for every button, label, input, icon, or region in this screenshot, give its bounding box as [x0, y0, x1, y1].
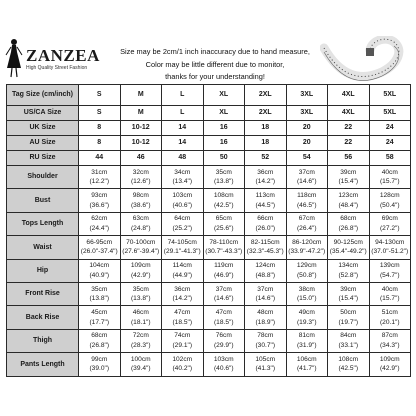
measure-cell — [162, 353, 204, 376]
measure-cell — [79, 329, 121, 352]
measure-cell — [286, 282, 328, 305]
brand-name: ZANZEA — [26, 46, 100, 65]
cm-value: 108cm — [213, 192, 234, 200]
cm-value: 94-130cm — [375, 238, 405, 246]
cm-value: 82-115cm — [250, 238, 280, 246]
inch-value: (42.9") — [379, 365, 400, 373]
measure-cell — [286, 353, 328, 376]
measure-cell — [203, 189, 245, 212]
cm-value: 99cm — [91, 355, 108, 363]
inch-value: (40.6") — [172, 201, 193, 209]
cm-value: 65cm — [215, 215, 232, 223]
dress-figure-icon — [4, 38, 24, 78]
cm-value: 123cm — [338, 192, 359, 200]
inch-value: (29.9") — [213, 341, 234, 349]
measure-cell — [203, 282, 245, 305]
measure-cell — [369, 353, 411, 376]
size-value-cell: 46 — [120, 151, 162, 166]
inch-value: (26.0"-37.4") — [80, 248, 118, 256]
measure-cell — [369, 282, 411, 305]
cm-value: 37cm — [257, 285, 274, 293]
measure-cell — [79, 353, 121, 376]
table-row — [7, 212, 411, 235]
measure-cell — [286, 236, 328, 259]
inch-value: (20.1") — [379, 318, 400, 326]
measure-cell — [79, 236, 121, 259]
measure-cell — [120, 282, 162, 305]
row-label: Back Rise — [7, 306, 79, 329]
cm-value: 48cm — [257, 309, 274, 317]
cm-value: 76cm — [215, 332, 232, 340]
inch-value: (54.7") — [379, 271, 400, 279]
measure-cell — [245, 189, 287, 212]
inch-value: (26.8") — [338, 224, 359, 232]
cm-value: 37cm — [298, 168, 315, 176]
cm-value: 50cm — [340, 309, 357, 317]
cm-value: 51cm — [381, 309, 398, 317]
measure-cell — [369, 166, 411, 189]
cm-value: 93cm — [91, 192, 108, 200]
inch-value: (14.2") — [255, 178, 276, 186]
cm-value: 109cm — [130, 262, 151, 270]
inch-value: (27.6"-39.4") — [122, 248, 160, 256]
size-value-cell: 44 — [79, 151, 121, 166]
inch-value: (26.4") — [296, 224, 317, 232]
inch-value: (26.8") — [89, 341, 110, 349]
size-value-cell: M — [120, 106, 162, 121]
cm-value: 39cm — [340, 168, 357, 176]
measure-cell — [245, 259, 287, 282]
measure-cell — [286, 189, 328, 212]
measure-cell — [245, 353, 287, 376]
table-row — [7, 306, 411, 329]
inch-value: (41.7") — [296, 365, 317, 373]
measure-cell — [120, 259, 162, 282]
cm-value: 36cm — [257, 168, 274, 176]
cm-value: 114cm — [172, 262, 192, 270]
measure-cell — [79, 282, 121, 305]
size-value-cell: 16 — [203, 121, 245, 136]
measuring-tape-icon — [320, 36, 410, 86]
measure-cell — [162, 282, 204, 305]
row-label: Tag Size (cm/inch) — [7, 85, 79, 106]
inch-value: (42.9") — [130, 271, 151, 279]
inch-value: (18.9") — [255, 318, 276, 326]
inch-value: (39.4") — [130, 365, 151, 373]
row-label: Front Rise — [7, 282, 79, 305]
measure-cell — [203, 166, 245, 189]
cm-value: 63cm — [132, 215, 149, 223]
row-label: Hip — [7, 259, 79, 282]
cm-value: 118cm — [297, 192, 317, 200]
cm-value: 68cm — [91, 332, 108, 340]
measure-cell — [245, 166, 287, 189]
measure-cell — [328, 212, 370, 235]
inch-value: (40.9") — [89, 271, 110, 279]
table-row — [7, 106, 411, 121]
inch-value: (40.6") — [213, 365, 234, 373]
measure-cell — [79, 166, 121, 189]
inch-value: (18.5") — [213, 318, 234, 326]
size-value-cell: 58 — [369, 151, 411, 166]
measure-cell — [245, 329, 287, 352]
cm-value: 100cm — [130, 355, 151, 363]
size-table-body — [7, 85, 411, 377]
measure-cell — [162, 236, 204, 259]
inch-value: (15.0") — [296, 295, 317, 303]
inch-value: (14.2") — [172, 295, 193, 303]
measure-cell — [203, 353, 245, 376]
cm-value: 66-95cm — [86, 238, 113, 246]
size-header-row — [7, 85, 411, 106]
cm-value: 47cm — [215, 309, 232, 317]
cm-value: 69cm — [381, 215, 398, 223]
table-row — [7, 329, 411, 352]
cm-value: 46cm — [132, 309, 149, 317]
inch-value: (36.6") — [89, 201, 110, 209]
inch-value: (40.2") — [172, 365, 193, 373]
notice-line: thanks for your understanding! — [165, 72, 265, 82]
inch-value: (15.4") — [338, 178, 359, 186]
size-value-cell: XL — [203, 106, 245, 121]
size-value-cell: 8 — [79, 121, 121, 136]
table-row — [7, 151, 411, 166]
measure-cell — [162, 166, 204, 189]
size-value-cell: 50 — [203, 151, 245, 166]
measure-cell — [120, 329, 162, 352]
header — [0, 0, 416, 82]
measure-cell — [328, 329, 370, 352]
table-row — [7, 189, 411, 212]
cm-value: 74cm — [174, 332, 191, 340]
measure-cell — [369, 189, 411, 212]
measure-cell — [120, 212, 162, 235]
cm-value: 35cm — [215, 168, 232, 176]
row-label: Tops Length — [7, 212, 79, 235]
size-value-cell: S — [79, 106, 121, 121]
notice-line: Color may be little different due to monitor, — [145, 59, 285, 69]
size-table — [6, 84, 411, 377]
cm-value: 32cm — [132, 168, 149, 176]
table-row — [7, 166, 411, 189]
measure-cell — [245, 236, 287, 259]
measure-cell — [286, 329, 328, 352]
measure-cell — [286, 306, 328, 329]
measure-cell — [328, 306, 370, 329]
inch-value: (38.6") — [130, 201, 151, 209]
size-value-cell: 54 — [286, 151, 328, 166]
inch-value: (29.1"-41.3") — [163, 248, 201, 256]
row-label: AU Size — [7, 136, 79, 151]
cm-value: 102cm — [172, 355, 193, 363]
inch-value: (48.8") — [255, 271, 276, 279]
row-label: Shoulder — [7, 166, 79, 189]
cm-value: 35cm — [132, 285, 149, 293]
measure-cell — [162, 212, 204, 235]
cm-value: 129cm — [296, 262, 317, 270]
cm-value: 139cm — [379, 262, 400, 270]
inch-value: (29.1") — [172, 341, 193, 349]
cm-value: 38cm — [298, 285, 315, 293]
size-value-cell: 18 — [245, 136, 287, 151]
cm-value: 74-105cm — [167, 238, 197, 246]
measure-cell — [286, 166, 328, 189]
cm-value: 84cm — [340, 332, 357, 340]
measure-cell — [369, 306, 411, 329]
inch-value: (13.8") — [130, 295, 151, 303]
size-value-cell: 24 — [369, 136, 411, 151]
measure-cell — [120, 166, 162, 189]
measure-cell — [369, 236, 411, 259]
measure-cell — [162, 329, 204, 352]
cm-value: 37cm — [215, 285, 232, 293]
size-value-cell: 5XL — [369, 106, 411, 121]
table-row — [7, 136, 411, 151]
inch-value: (13.8") — [89, 295, 110, 303]
cm-value: 47cm — [174, 309, 191, 317]
measure-cell — [328, 189, 370, 212]
size-value-cell: 20 — [286, 136, 328, 151]
cm-value: 113cm — [255, 192, 275, 200]
inch-value: (25.6") — [213, 224, 234, 232]
inch-value: (24.4") — [89, 224, 110, 232]
cm-value: 39cm — [340, 285, 357, 293]
row-label: Thigh — [7, 329, 79, 352]
measure-cell — [369, 329, 411, 352]
table-row — [7, 121, 411, 136]
cm-value: 124cm — [255, 262, 276, 270]
size-value-cell: 20 — [286, 121, 328, 136]
cm-value: 81cm — [298, 332, 315, 340]
inch-value: (15.4") — [338, 295, 359, 303]
measure-cell — [162, 189, 204, 212]
size-value-cell: 4XL — [328, 106, 370, 121]
size-value-cell: L — [162, 106, 204, 121]
inch-value: (30.7"-43.3") — [205, 248, 243, 256]
inch-value: (15.7") — [379, 178, 400, 186]
measure-cell — [369, 259, 411, 282]
measure-cell — [120, 236, 162, 259]
size-value-cell: 22 — [328, 121, 370, 136]
inch-value: (30.7") — [255, 341, 276, 349]
cm-value: 103cm — [172, 192, 193, 200]
inch-value: (17.7") — [89, 318, 110, 326]
inch-value: (31.9") — [296, 341, 317, 349]
cm-value: 40cm — [381, 168, 398, 176]
brand-tagline: High Quality Street Fashion — [26, 65, 88, 71]
cm-value: 87cm — [381, 332, 398, 340]
measure-cell — [203, 259, 245, 282]
size-value-cell: 22 — [328, 136, 370, 151]
table-row — [7, 282, 411, 305]
inch-value: (42.5") — [338, 365, 359, 373]
cm-value: 36cm — [174, 285, 191, 293]
cm-value: 78cm — [257, 332, 274, 340]
notice-line: Size may be 2cm/1 inch inaccuracy due to hand measure, — [120, 47, 310, 56]
inch-value: (27.2") — [379, 224, 400, 232]
cm-value: 68cm — [340, 215, 357, 223]
cm-value: 64cm — [174, 215, 191, 223]
measure-cell — [328, 166, 370, 189]
inch-value: (12.6") — [130, 178, 151, 186]
size-value-cell: 24 — [369, 121, 411, 136]
row-label: RU Size — [7, 151, 79, 166]
inch-value: (33.9"-47.2") — [288, 248, 326, 256]
cm-value: 35cm — [91, 285, 108, 293]
inch-value: (44.5") — [255, 201, 276, 209]
size-value-cell: 8 — [79, 136, 121, 151]
measure-cell — [203, 212, 245, 235]
inch-value: (28.3") — [130, 341, 151, 349]
measure-cell — [203, 306, 245, 329]
measure-cell — [203, 236, 245, 259]
measure-cell — [328, 259, 370, 282]
inch-value: (34.3") — [379, 341, 400, 349]
inch-value: (14.6") — [255, 295, 276, 303]
measure-cell — [328, 353, 370, 376]
size-cell: L — [162, 85, 204, 106]
cm-value: 40cm — [381, 285, 398, 293]
cm-value: 106cm — [296, 355, 317, 363]
size-value-cell: 2XL — [245, 106, 287, 121]
inch-value: (24.8") — [130, 224, 151, 232]
cm-value: 45cm — [91, 309, 108, 317]
measure-cell — [369, 212, 411, 235]
cm-value: 105cm — [255, 355, 276, 363]
cm-value: 62cm — [91, 215, 108, 223]
cm-value: 98cm — [132, 192, 149, 200]
inch-value: (26.0") — [255, 224, 276, 232]
measure-cell — [245, 212, 287, 235]
cm-value: 86-120cm — [292, 238, 322, 246]
size-value-cell: 48 — [162, 151, 204, 166]
measure-cell — [245, 306, 287, 329]
cm-value: 108cm — [338, 355, 359, 363]
size-cell: S — [79, 85, 121, 106]
cm-value: 67cm — [298, 215, 315, 223]
cm-value: 104cm — [89, 262, 110, 270]
inch-value: (32.3"-45.3") — [246, 248, 284, 256]
size-value-cell: 10-12 — [120, 121, 162, 136]
measure-cell — [286, 212, 328, 235]
cm-value: 90-125cm — [333, 238, 363, 246]
row-label: US/CA Size — [7, 106, 79, 121]
inch-value: (50.4") — [379, 201, 400, 209]
inch-value: (15.7") — [379, 295, 400, 303]
measure-cell — [162, 306, 204, 329]
inch-value: (46.5") — [296, 201, 317, 209]
size-notice — [104, 46, 326, 84]
inch-value: (14.6") — [213, 295, 234, 303]
measure-cell — [120, 306, 162, 329]
measure-cell — [328, 282, 370, 305]
cm-value: 66cm — [257, 215, 274, 223]
size-cell: 3XL — [286, 85, 328, 106]
cm-value: 103cm — [213, 355, 234, 363]
cm-value: 78-110cm — [209, 238, 239, 246]
cm-value: 119cm — [214, 262, 234, 270]
row-label: UK Size — [7, 121, 79, 136]
measure-cell — [286, 259, 328, 282]
inch-value: (37.0"-51.2") — [371, 248, 409, 256]
measure-cell — [79, 306, 121, 329]
inch-value: (52.8") — [338, 271, 359, 279]
cm-value: 70-100cm — [126, 238, 156, 246]
size-cell: 5XL — [369, 85, 411, 106]
measure-cell — [79, 259, 121, 282]
size-value-cell: 18 — [245, 121, 287, 136]
size-cell: M — [120, 85, 162, 106]
inch-value: (48.4") — [338, 201, 359, 209]
inch-value: (19.3") — [296, 318, 317, 326]
size-value-cell: 14 — [162, 121, 204, 136]
cm-value: 109cm — [379, 355, 400, 363]
size-value-cell: 14 — [162, 136, 204, 151]
cm-value: 128cm — [379, 192, 400, 200]
inch-value: (13.8") — [213, 178, 234, 186]
table-row — [7, 259, 411, 282]
inch-value: (35.4"-49.2") — [329, 248, 367, 256]
brand-logo — [4, 38, 100, 78]
size-value-cell: 16 — [203, 136, 245, 151]
inch-value: (18.1") — [130, 318, 151, 326]
inch-value: (19.7") — [338, 318, 359, 326]
measure-cell — [79, 212, 121, 235]
inch-value: (44.9") — [172, 271, 193, 279]
inch-value: (18.5") — [172, 318, 193, 326]
inch-value: (12.2") — [89, 178, 110, 186]
inch-value: (25.2") — [172, 224, 193, 232]
inch-value: (39.0") — [89, 365, 110, 373]
row-label: Pants Length — [7, 353, 79, 376]
table-row — [7, 236, 411, 259]
size-cell: 2XL — [245, 85, 287, 106]
cm-value: 31cm — [91, 168, 108, 176]
measure-cell — [328, 236, 370, 259]
measure-cell — [79, 189, 121, 212]
measure-cell — [203, 329, 245, 352]
size-value-cell: 3XL — [286, 106, 328, 121]
inch-value: (46.9") — [213, 271, 234, 279]
measure-cell — [120, 189, 162, 212]
size-cell: 4XL — [328, 85, 370, 106]
inch-value: (50.8") — [296, 271, 317, 279]
size-value-cell: 52 — [245, 151, 287, 166]
table-row — [7, 353, 411, 376]
size-cell: XL — [203, 85, 245, 106]
size-value-cell: 56 — [328, 151, 370, 166]
cm-value: 34cm — [174, 168, 191, 176]
inch-value: (41.3") — [255, 365, 276, 373]
cm-value: 49cm — [298, 309, 315, 317]
measure-cell — [120, 353, 162, 376]
row-label: Bust — [7, 189, 79, 212]
inch-value: (14.6") — [296, 178, 317, 186]
cm-value: 134cm — [338, 262, 359, 270]
row-label: Waist — [7, 236, 79, 259]
size-value-cell: 10-12 — [120, 136, 162, 151]
inch-value: (33.1") — [338, 341, 359, 349]
measure-cell — [245, 282, 287, 305]
inch-value: (42.5") — [213, 201, 234, 209]
measure-cell — [162, 259, 204, 282]
inch-value: (13.4") — [172, 178, 193, 186]
cm-value: 72cm — [132, 332, 149, 340]
